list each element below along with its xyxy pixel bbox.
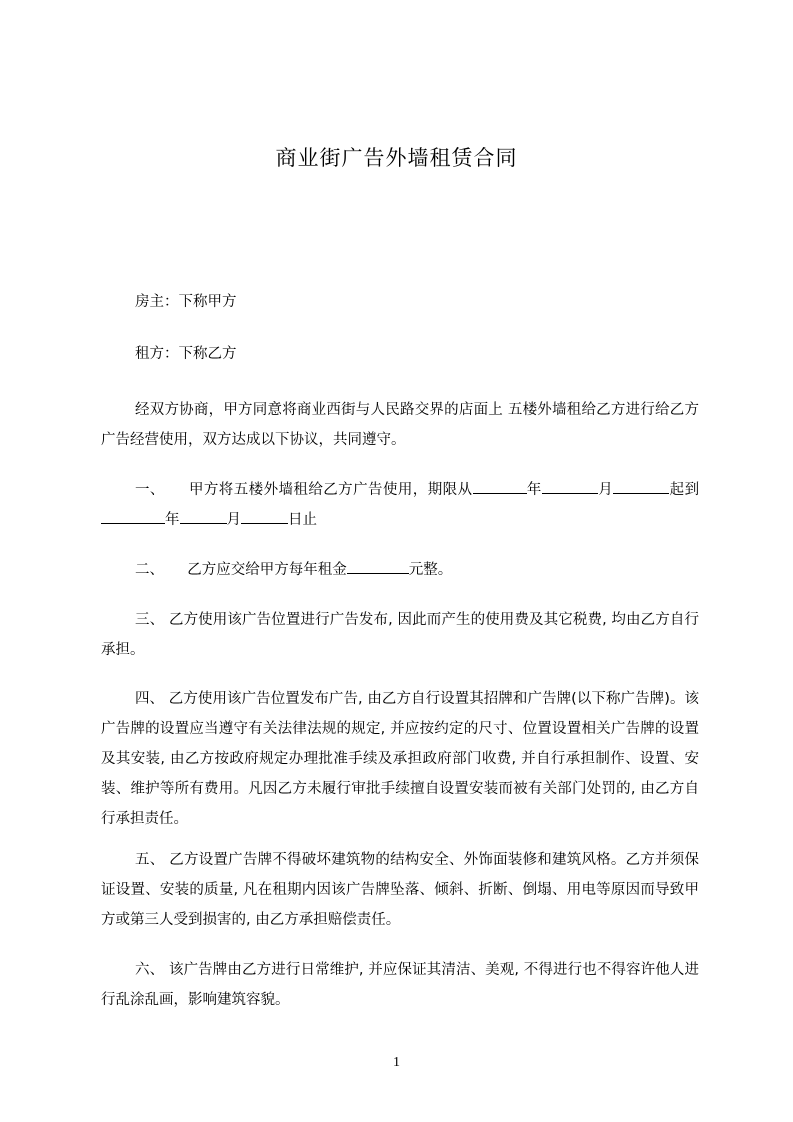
clause-2-number: 二、	[135, 562, 164, 578]
clause-3: 三、 乙方使用该广告位置进行广告发布, 因此而产生的使用费及其它税费, 均由乙方自行承担。	[101, 612, 699, 658]
blank-start-year	[473, 479, 527, 494]
blank-start-day	[613, 479, 669, 494]
clause-1	[101, 475, 699, 535]
contract-title: 商业街广告外墙租赁合同	[275, 146, 518, 170]
tenant-line: 租方：下称乙方	[135, 346, 237, 362]
clause-5: 五、 乙方设置广告牌不得破坏建筑物的结构安全、外饰面装修和建筑风格。乙方并须保证设置、安装的质量, 凡在租期内因该广告牌坠落、倾斜、折断、倒塌、用电等原因而导致甲方或第三人受到损害的, 由乙方承担赔偿责任。	[101, 852, 699, 928]
clause-1-text-a: 甲方将五楼外墙租给乙方广告使用，期限从	[188, 482, 473, 498]
clause-1-text-f: 月	[226, 512, 241, 528]
clause-1-text-e: 年	[165, 512, 180, 528]
landlord-line: 房主：下称甲方	[135, 294, 237, 310]
blank-start-month	[542, 479, 598, 494]
clause-1-text-g: 日止	[288, 512, 317, 528]
clause-2-text-b: 元整。	[408, 562, 453, 578]
intro-paragraph: 经双方协商，甲方同意将商业西街与人民路交界的店面上 五楼外墙租给乙方进行给乙方广告经营使用，双方达成以下协议，共同遵守。	[101, 402, 699, 448]
blank-end-month	[180, 509, 227, 524]
blank-annual-rent	[347, 559, 409, 574]
clause-6: 六、 该广告牌由乙方进行日常维护, 并应保证其清洁、美观, 不得进行也不得容许他人进行乱涂乱画，影响建筑容貌。	[101, 962, 699, 1008]
clause-4: 四、 乙方使用该广告位置发布广告, 由乙方自行设置其招牌和广告牌(以下称广告牌)。该广告牌的设置应当遵守有关法律法规的规定, 并应按约定的尺寸、位置设置相关广告牌的设置及其安装, 由乙方按政府规定办理批准手续及承担政府部门收费, 并自行承担制作、设置、安装、维护等所有费用。凡因乙方未履行审批手续擅自设置安装而被有关部门处罚的, 由乙方自行承担责任。	[101, 691, 699, 827]
clause-1-text-d: 起到	[669, 482, 700, 498]
page-number: 1	[393, 1055, 400, 1070]
clause-2	[101, 555, 699, 585]
blank-end-day	[241, 509, 288, 524]
clause-1-text-b: 年	[526, 482, 542, 498]
clause-2-text-a: 乙方应交给甲方每年租金	[187, 562, 347, 578]
clause-1-number: 一、	[135, 482, 165, 498]
blank-end-year	[101, 509, 165, 524]
clause-1-text-c: 月	[597, 482, 614, 498]
